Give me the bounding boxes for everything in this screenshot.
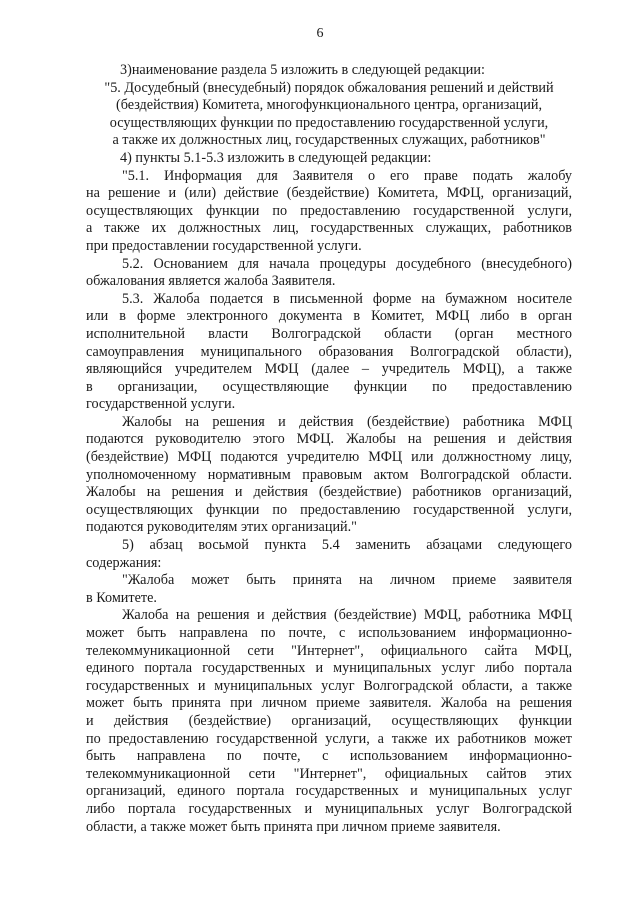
text-line: организаций, единого портала государственных и муниципальных услуг <box>86 783 572 800</box>
text-line: 5.3. Жалоба подается в письменной форме на бумажном носителе <box>122 290 572 307</box>
text-line: (бездействия) Комитета, многофункционального центра, организаций, <box>115 97 542 114</box>
text-line: телекоммуникационной сети "Интернет", официальных сайтов этих <box>86 765 572 782</box>
text-line: "5. Досудебный (внесудебный) порядок обжалования решений и действий <box>104 79 554 96</box>
text-line: исполнительной власти Волгоградской области (орган местного <box>86 325 572 342</box>
text-line: самоуправления муниципального образования Волгоградской области), <box>86 343 572 360</box>
text-line: либо портала государственных и муниципальных услуг Волгоградской <box>86 800 572 817</box>
text-line: 5.2. Основанием для начала процедуры досудебного (внесудебного) <box>122 255 572 272</box>
text-line: "5.1. Информация для Заявителя о его праве подать жалобу <box>122 167 572 184</box>
text-line: а также их должностных лиц, государственных служащих, работников <box>86 220 572 237</box>
text-line: осуществляющих функции по предоставлению государственной услуги, <box>86 202 572 219</box>
text-line: в Комитете. <box>86 589 157 606</box>
text-line: осуществляющих функции по предоставлению государственной услуги, <box>109 114 549 131</box>
text-line: являющийся учредителем МФЦ (далее – учредитель МФЦ), а также <box>86 361 572 378</box>
text-line: или в форме электронного документа в Комитет, МФЦ либо в орган <box>86 308 572 325</box>
text-line: государственных и муниципальных услуг Волгоградской области, а также <box>86 677 572 694</box>
text-line: телекоммуникационной сети "Интернет", официального сайта МФЦ, <box>86 642 572 659</box>
text-line: а также их должностных лиц, государственных служащих, работников" <box>112 132 546 149</box>
text-line: Жалобы на решения и действия (бездействие) работников организаций, <box>86 484 572 501</box>
text-line: осуществляющих функции по предоставлению государственной услуги, <box>86 501 572 518</box>
text-line: "Жалоба может быть принята на личном приеме заявителя <box>122 572 572 589</box>
text-line: уполномоченному нормативным правовым актом Волгоградской области. <box>86 466 572 483</box>
text-line: подаются руководителю этого МФЦ. Жалобы на решения и действия <box>86 431 572 448</box>
text-line: единого портала государственных и муниципальных услуг либо портала <box>86 660 572 677</box>
text-line: (бездействие) МФЦ подаются учредителю МФЦ или должностному лицу, <box>86 449 572 466</box>
text-line: подаются руководителям этих организаций." <box>86 519 357 536</box>
text-line: в организации, осуществляющие функции по предоставлению <box>86 378 572 395</box>
text-line: государственной услуги. <box>86 396 236 413</box>
text-line: 3)наименование раздела 5 изложить в следующей редакции: <box>120 62 485 78</box>
text-line: Жалобы на решения и действия (бездействие) работника МФЦ <box>122 413 572 430</box>
text-line: 5) абзац восьмой пункта 5.4 заменить абзацами следующего <box>122 537 572 554</box>
text-line: быть направлена по почте, с использованием информационно- <box>86 748 572 765</box>
text-line: может быть принята при личном приеме заявителя. Жалоба на решения <box>86 695 572 712</box>
text-line: 4) пункты 5.1-5.3 изложить в следующей редакции: <box>120 149 432 166</box>
document-body <box>86 62 572 836</box>
text-line: области, а также может быть принята при личном приеме заявителя. <box>86 818 501 835</box>
text-line: по предоставлению государственной услуги, а также их работников может <box>86 730 572 747</box>
text-line: может быть направлена по почте, с использованием информационно- <box>86 625 572 641</box>
text-line: обжалования является жалоба Заявителя. <box>86 273 336 290</box>
text-line: при предоставлении государственной услуги. <box>86 237 362 254</box>
page-number: 6 <box>316 26 324 41</box>
text-line: и действия (бездействие) организаций, осуществляющих функции <box>86 712 572 729</box>
text-line: на решение и (или) действие (бездействие) Комитета, МФЦ, организаций, <box>86 185 572 202</box>
text-line: содержания: <box>86 554 162 571</box>
text-line: Жалоба на решения и действия (бездействие) МФЦ, работника МФЦ <box>122 607 572 624</box>
